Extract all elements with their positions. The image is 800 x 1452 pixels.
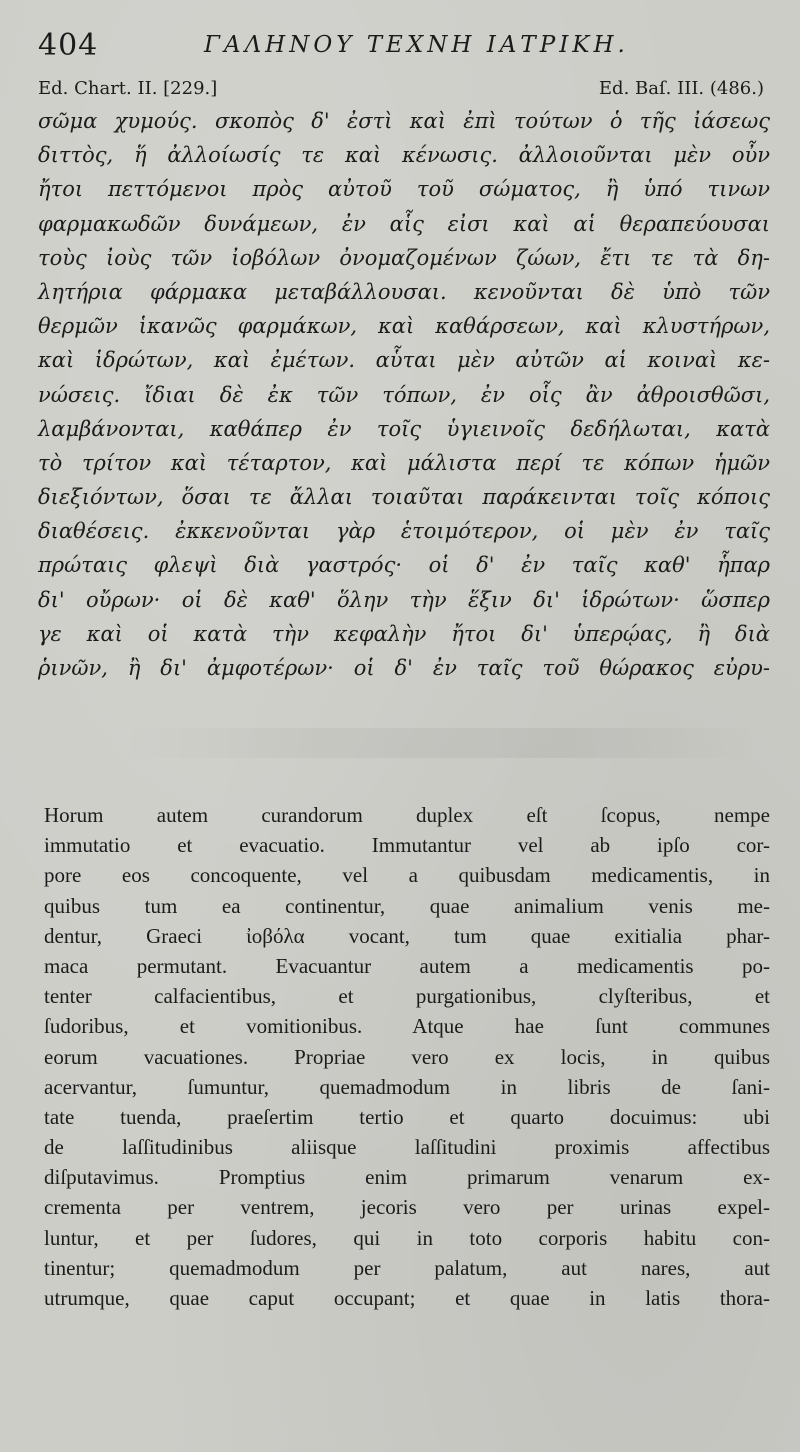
latin-line: maca permutant. Evacuantur autem a medicamentis po- [44,953,770,978]
greek-line: διεξιόντων, ὅσαι τε ἄλλαι τοιαῦται παράκεινται τοῖς κόποις [38,485,770,510]
latin-line: crementa per ventrem, jecoris vero per urinas expel- [44,1195,770,1220]
latin-line: utrumque, quae caput occupant; et quae in latis thora- [44,1286,770,1310]
greek-line: ἤτοι πεττόμενοι πρὸς αὐτοῦ τοῦ σώματος, ἢ ὑπό τινων [38,177,770,202]
greek-line: νώσεις. ἴδιαι δὲ ἐκ τῶν τόπων, ἐν οἷς ἂν ἀθροισθῶσι, [38,382,770,407]
latin-line: de laſſitudinibus aliisque laſſitudini proximis affectibus [44,1135,770,1160]
greek-line: δι' οὔρων· οἱ δὲ καθ' ὅλην τὴν ἕξιν δι' ἱδρώτων· ὥσπερ [38,587,770,612]
greek-line: διαθέσεις. ἐκκενοῦνται γὰρ ἑτοιμότερον, οἱ μὲν ἐν ταῖς [38,519,770,544]
greek-line: ῥινῶν, ἢ δι' ἀμφοτέρων· οἱ δ' ἐν ταῖς τοῦ θώρακος εὐρυ- [38,656,770,680]
latin-line: diſputavimus. Promptius enim primarum venarum ex- [44,1165,770,1190]
latin-line: luntur, et per ſudores, qui in toto corporis habitu con- [44,1225,770,1250]
latin-line: ſudoribus, et vomitionibus. Atque hae ſunt communes [44,1014,770,1039]
latin-line: eorum vacuationes. Propriae vero ex locis, in quibus [44,1044,770,1069]
latin-text-block [44,800,770,1313]
greek-line: διττὸς, ἥ ἀλλοίωσίς τε καὶ κένωσις. ἀλλοιοῦνται μὲν οὖν [38,143,770,168]
greek-line: λητήρια φάρμακα μεταβάλλουσαι. κενοῦνται δὲ ὑπὸ τῶν [38,279,770,304]
edition-basel-reference: Ed. Baſ. III. (486.) [598,78,764,99]
edition-chart-reference: Ed. Chart. II. [229.] [38,78,218,99]
greek-line: τοὺς ἰοὺς τῶν ἰοβόλων ὀνομαζομένων ζώων, ἔτι τε τὰ δη- [38,245,770,270]
latin-line: tate tuenda, praeſertim tertio et quarto docuimus: ubi [44,1104,770,1129]
latin-line: immutatio et evacuatio. Immutantur vel ab ipſo cor- [44,833,770,858]
show-through-shadow [120,728,760,758]
latin-line: dentur, Graeci ἰοβόλα vocant, tum quae exitialia phar- [44,923,770,948]
greek-line: καὶ ἱδρώτων, καὶ ἐμέτων. αὗται μὲν αὐτῶν αἱ κοιναὶ κε- [38,348,770,373]
page-number: 404 [38,28,99,63]
greek-line: φαρμακωδῶν δυνάμεων, ἐν αἷς εἰσι καὶ αἱ θεραπεύουσαι [38,211,770,236]
greek-line: τὸ τρίτον καὶ τέταρτον, καὶ μάλιστα περί τε κόπων ἡμῶν [38,450,770,475]
latin-line: tenter calfacientibus, et purgationibus, clyſteribus, et [44,984,770,1009]
greek-text-block [38,104,770,685]
running-title: ΓΑΛΗΝΟΥ ΤΕΧΝΗ ΙΑΤΡΙΚΗ. [204,32,629,58]
greek-line: γε καὶ οἱ κατὰ τὴν κεφαλὴν ἤτοι δι' ὑπερῴας, ἢ διὰ [38,621,770,646]
greek-line: σῶμα χυμούς. σκοπὸς δ' ἐστὶ καὶ ἐπὶ τούτων ὁ τῆς ἰάσεως [38,109,770,133]
page-header [38,28,768,68]
greek-line: πρώταις φλεψὶ διὰ γαστρός· οἱ δ' ἐν ταῖς καθ' ἧπαρ [38,553,770,578]
latin-line: tinentur; quemadmodum per palatum, aut nares, aut [44,1255,770,1280]
latin-line: pore eos concoquente, vel a quibusdam medicamentis, in [44,863,770,888]
greek-line: θερμῶν ἱκανῶς φαρμάκων, καὶ καθάρσεων, καὶ κλυστήρων, [38,314,770,339]
latin-line: quibus tum ea continentur, quae animalium venis me- [44,893,770,918]
latin-line: Horum autem curandorum duplex eſt ſcopus, nempe [44,803,770,827]
edition-references [38,78,764,104]
latin-line: acervantur, ſumuntur, quemadmodum in libris de ſani- [44,1074,770,1099]
greek-line: λαμβάνονται, καθάπερ ἐν τοῖς ὑγιεινοῖς δεδήλωται, κατὰ [38,416,770,441]
